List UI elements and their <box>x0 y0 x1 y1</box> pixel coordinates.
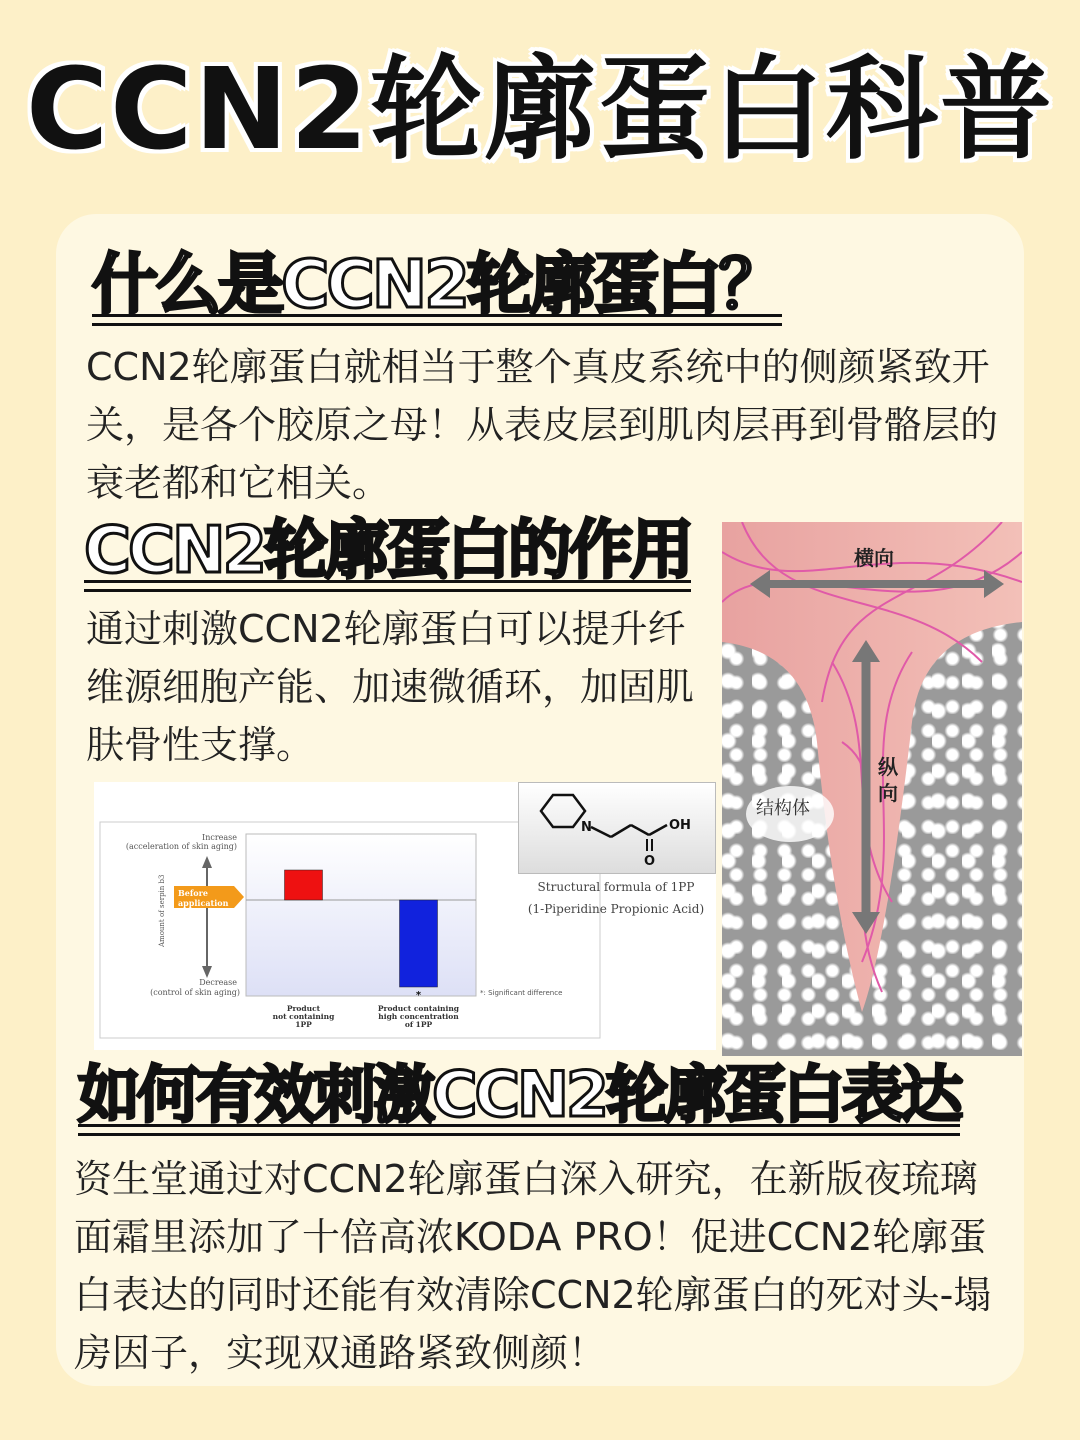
formula-caption <box>518 876 714 920</box>
category-label-1-line-1: Product <box>286 1004 321 1013</box>
significance-marker: * <box>415 990 422 1001</box>
formula-svg <box>519 783 715 873</box>
y-bottom-label: Decrease <box>199 978 237 987</box>
section-heading-function: CCN2轮廓蛋白的作用 <box>84 514 692 588</box>
piperidine-ring <box>541 795 585 827</box>
y-axis-arrow-up <box>202 856 212 868</box>
formula-caption-2: (1-Piperidine Propionic Acid) <box>527 902 705 916</box>
category-label-2-line-1: Product containing <box>377 1004 460 1013</box>
bar-1 <box>285 870 323 900</box>
y-axis-label: Amount of serpin b3 <box>158 874 166 947</box>
vertical-label: 纵向 <box>878 755 898 805</box>
horizontal-label: 横向 <box>854 546 894 570</box>
structural-formula <box>518 782 716 874</box>
chain-bond-4 <box>649 825 667 835</box>
section-body-what-is: CCN2轮廓蛋白就相当于整个真皮系统中的侧颜紧致开关，是各个胶原之母！从表皮层到肌肉层再到骨骼层的衰老都和它相关。 <box>86 345 999 505</box>
skin-structure-illustration <box>722 522 1022 1056</box>
category-label-1-line-3: 1PP <box>295 1020 312 1029</box>
y-top-sub: (acceleration of skin aging) <box>125 842 237 851</box>
baseline-label-line2: application <box>178 898 229 908</box>
category-label-1-line-2: not containing <box>272 1012 335 1021</box>
section-heading-what-is: 什么是CCN2轮廓蛋白？ <box>92 246 783 323</box>
chain-bond-1 <box>591 827 611 837</box>
section-body-function: 通过刺激CCN2轮廓蛋白可以提升纤维源细胞产能、加速微循环，加固肌肤骨性支撑。 <box>86 607 695 767</box>
atom-n: N <box>581 820 592 835</box>
section-heading-how-to: 如何有效刺激CCN2轮廓蛋白表达 <box>78 1058 961 1131</box>
significance-note: *: Significant difference <box>480 989 563 997</box>
y-bottom-sub: (control of skin aging) <box>150 988 240 997</box>
category-label-2-line-2: high concentration <box>378 1012 459 1021</box>
skin-svg <box>722 522 1022 1056</box>
category-label-2-line-3: of 1PP <box>404 1020 433 1029</box>
formula-caption-1: Structural formula of 1PP <box>537 880 695 894</box>
plot-area <box>246 834 476 996</box>
structure-label: 结构体 <box>756 798 810 819</box>
atom-oh: OH <box>669 818 691 833</box>
baseline-label: Before <box>178 888 208 898</box>
y-top-label: Increase <box>202 833 237 842</box>
chain-bond-3 <box>631 825 649 835</box>
page-title: CCN2轮廓蛋白科普 <box>25 45 1055 175</box>
section-body-how-to: 资生堂通过对CCN2轮廓蛋白深入研究，在新版夜琉璃面霜里添加了十倍高浓KODA PRO！促进CCN2轮廓蛋白表达的同时还能有效清除CCN2轮廓蛋白的死对头-塌房因子，实现双通路紧致侧颜！ <box>74 1157 992 1375</box>
chain-bond-2 <box>611 825 631 837</box>
y-axis-arrow-down <box>202 966 212 978</box>
atom-o: O <box>644 854 656 869</box>
bar-2 <box>400 900 438 987</box>
